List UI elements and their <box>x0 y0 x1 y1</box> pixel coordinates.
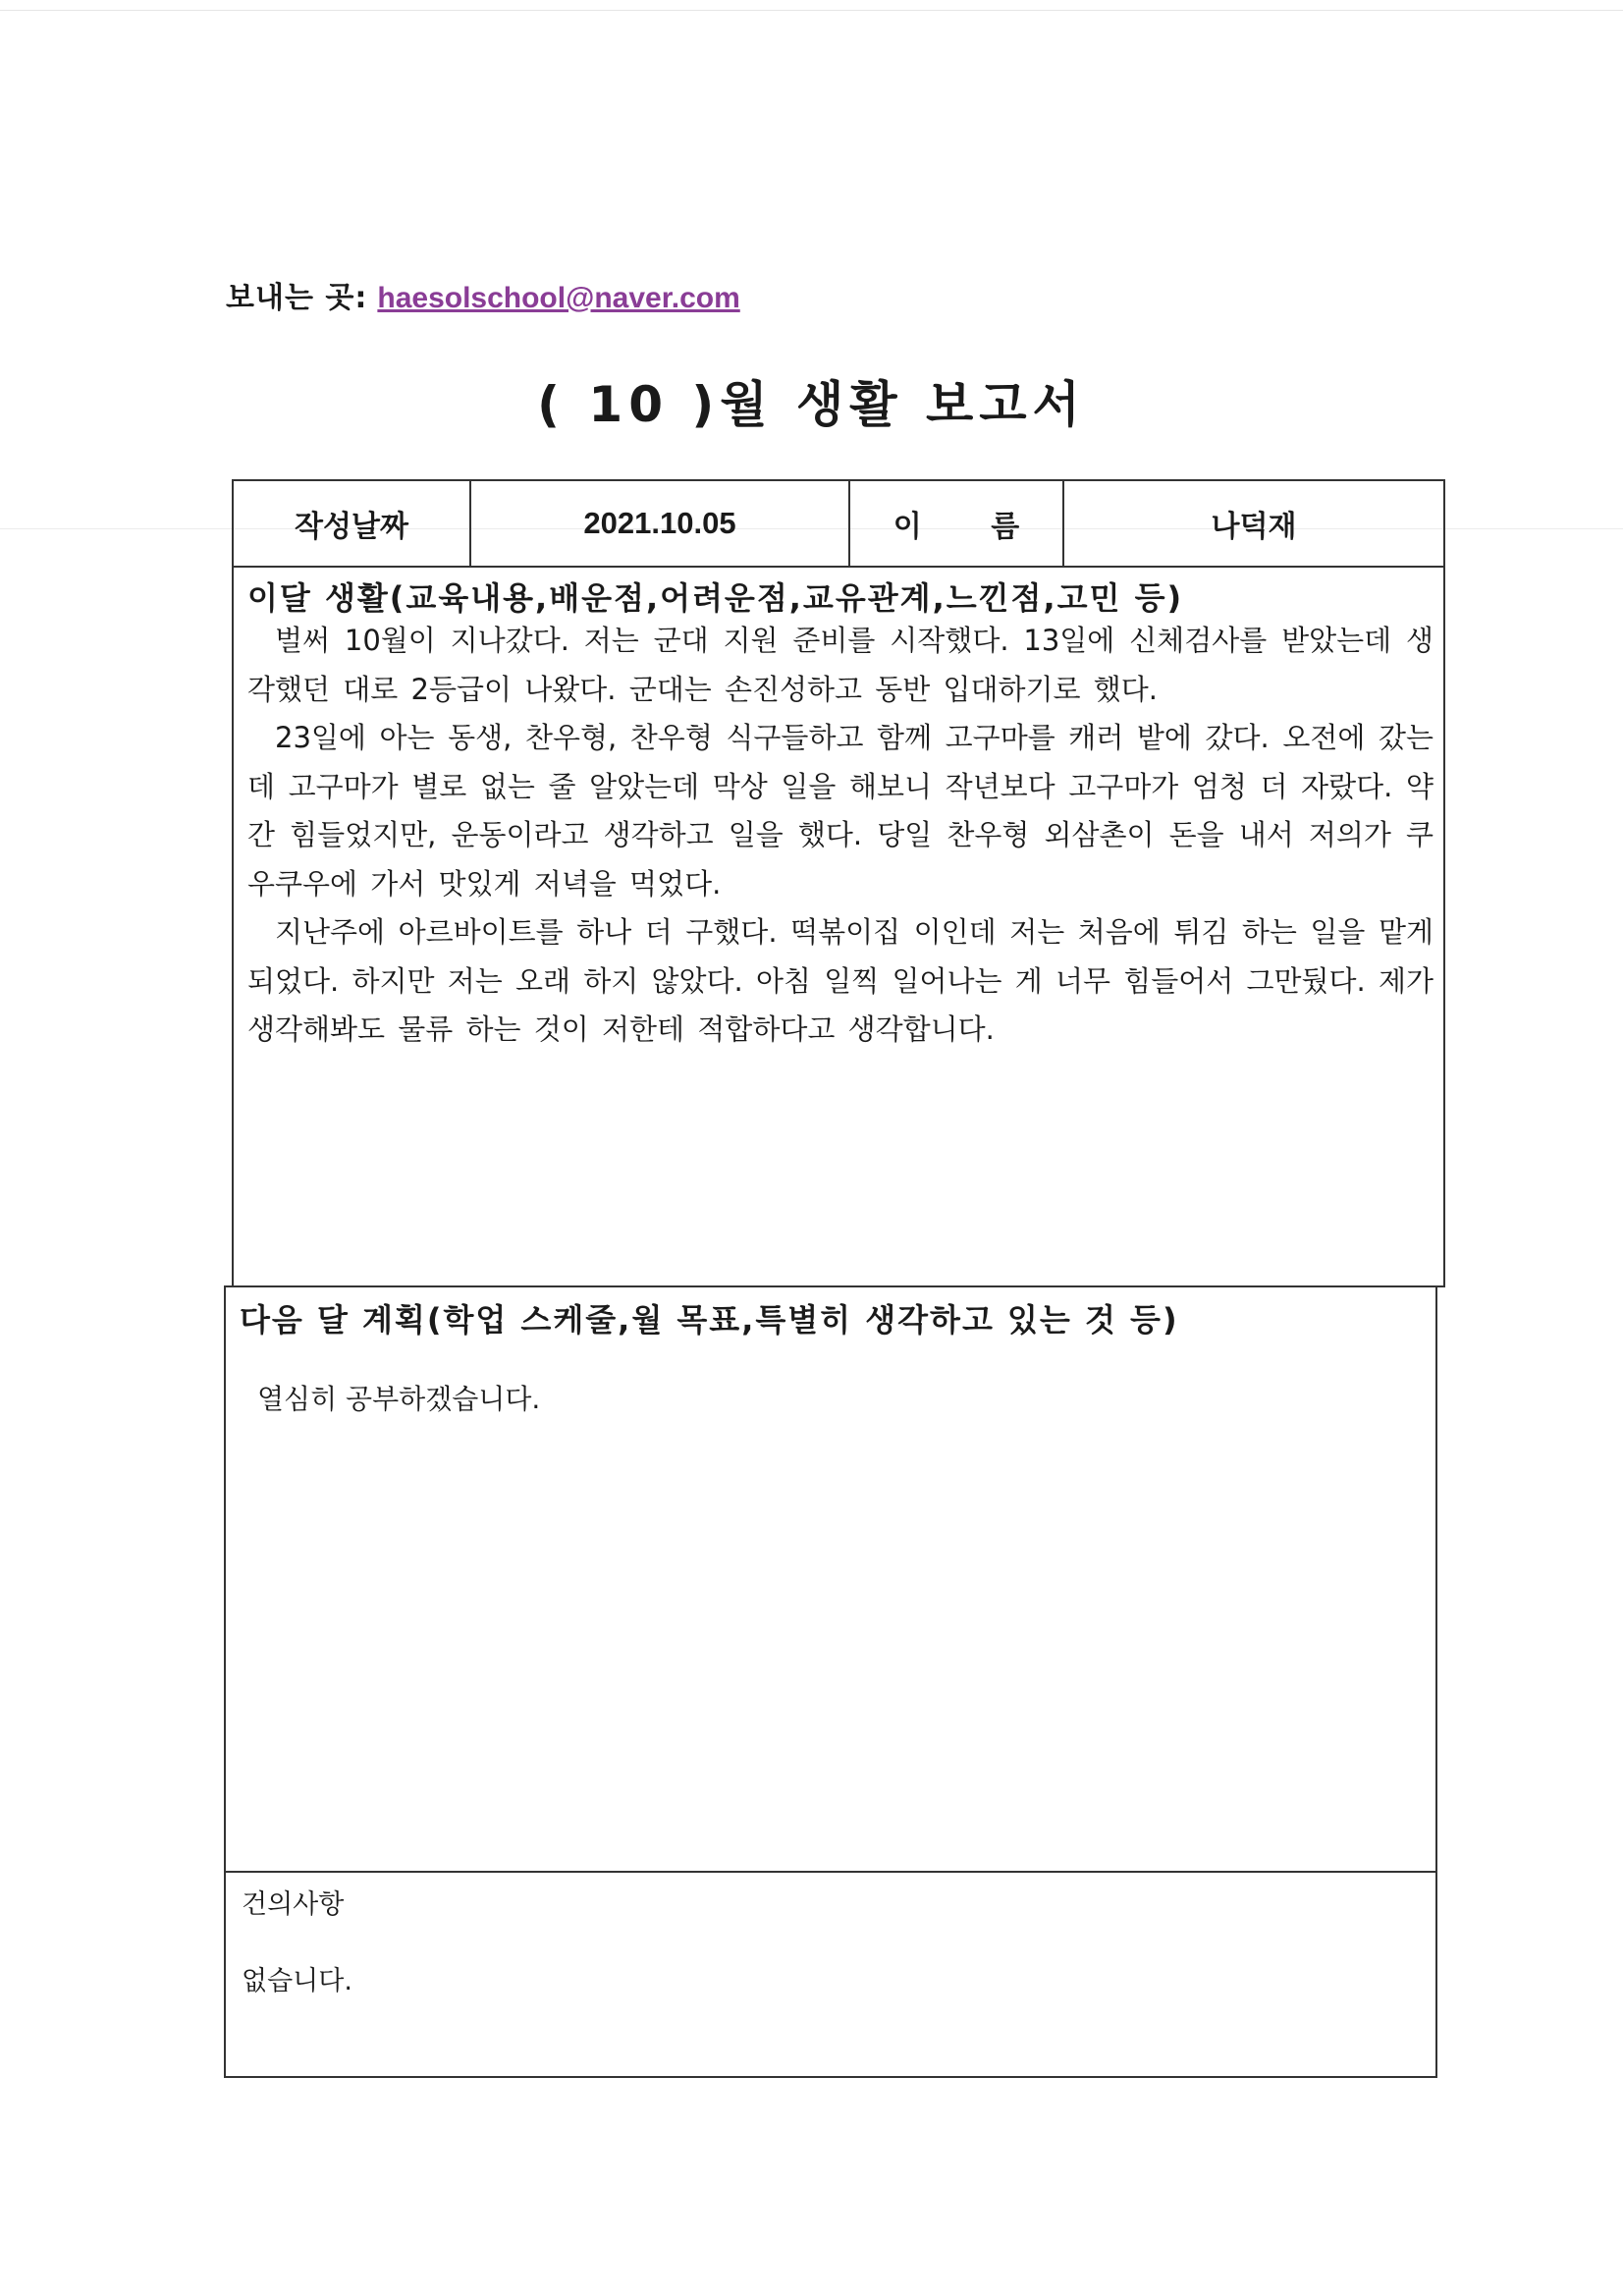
name-label: 이 름 <box>850 481 1064 566</box>
sender-line <box>226 273 740 316</box>
this-month-heading: 이달 생활(교육내용,배운점,어려운점,교유관계,느낀점,고민 등) <box>247 579 1184 617</box>
suggestions-label: 건의사항 <box>242 1889 345 1920</box>
report-form-main <box>232 479 1445 1287</box>
scan-edge-line <box>0 10 1623 11</box>
paragraph: 23일에 아는 동생, 찬우형, 찬우형 식구들하고 함께 고구마를 캐러 밭에 갔다. 오전에 갔는데 고구마가 별로 없는 줄 알았는데 막상 일을 해보니 작년보다 고구마가 엄청 더 자랐다. 약간 힘들었지만, 운동이라고 생각하고 일을 했다. 당일 찬우형 외삼촌이 돈을 내서 저의가 쿠우쿠우에 가서 맛있게 저녁을 먹었다. <box>247 721 1434 901</box>
paragraph: 지난주에 아르바이트를 하나 더 구했다. 떡볶이집 이인데 저는 처음에 튀김 하는 일을 맡게 되었다. 하지만 저는 오래 하지 않았다. 아침 일찍 일어나는 게 너무 힘들어서 그만뒀다. 제가 생각해봐도 물류 하는 것이 저한테 적합하다고 생각합니다. <box>247 915 1434 1046</box>
sender-email-link[interactable]: haesolschool@naver.com <box>377 282 740 314</box>
header-row <box>234 481 1443 568</box>
next-month-heading: 다음 달 계획(학업 스케줄,월 목표,특별히 생각하고 있는 것 등) <box>240 1301 1179 1339</box>
date-value: 2021.10.05 <box>471 481 850 566</box>
date-label: 작성날짜 <box>234 481 471 566</box>
report-form-lower <box>224 1285 1437 2078</box>
name-value: 나덕재 <box>1211 510 1297 544</box>
this-month-body <box>247 617 1434 1055</box>
paragraph: 벌써 10월이 지나갔다. 저는 군대 지원 준비를 시작했다. 13일에 신체검사를 받았는데 생각했던 대로 2등급이 나왔다. 군대는 손진성하고 동반 입대하기로 했다. <box>247 624 1434 706</box>
page-title: ( 10 )월 생활 보고서 <box>537 376 1086 433</box>
suggestions-text: 없습니다. <box>242 1966 352 1996</box>
section-divider <box>226 1871 1435 1873</box>
sender-label: 보내는 곳: <box>226 281 368 315</box>
next-month-text: 열심히 공부하겠습니다. <box>257 1383 541 1415</box>
